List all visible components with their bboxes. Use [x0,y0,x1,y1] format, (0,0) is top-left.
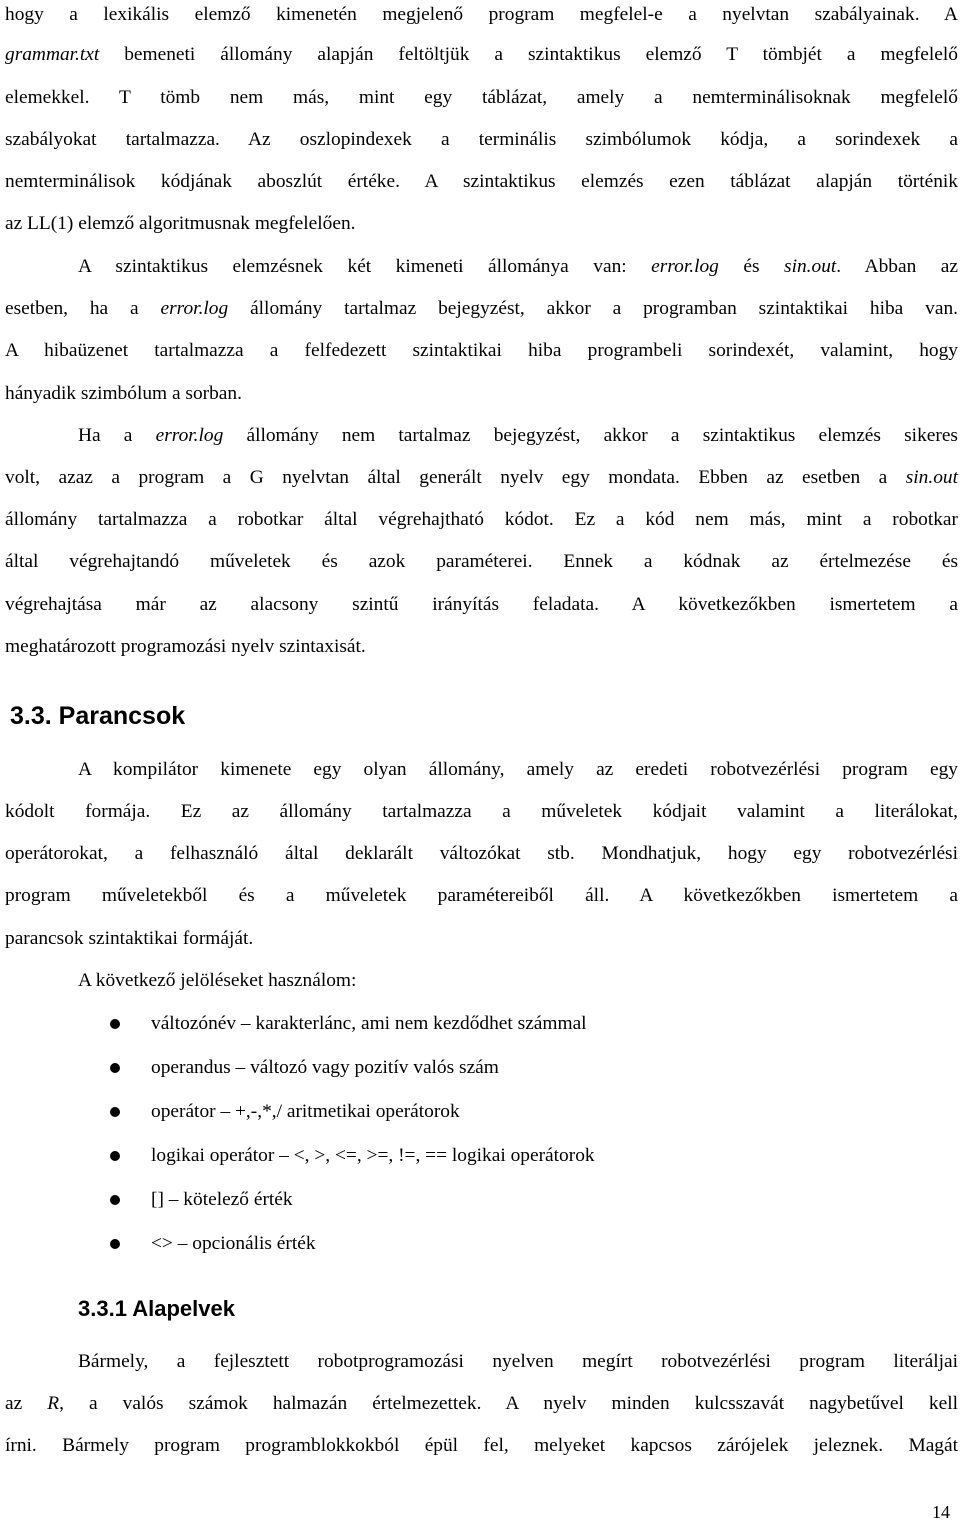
paragraph-line: kódolt formája. Ez az állomány tartalmazza a műveletek kódjait valamint a literálokat, [5,801,958,822]
paragraph-line: által végrehajtandó műveletek és azok paraméterei. Ennek a kódnak az értelmezése és [5,551,958,572]
bullet-icon [110,1107,120,1117]
paragraph-line: parancsok szintaktikai formáját. [5,928,254,949]
filename: grammar.txt [5,44,100,65]
paragraph-line: állomány tartalmazza a robotkar által végrehajtható kódot. Ez a kód nem más, mint a robotkar [5,509,958,530]
paragraph-line: program műveletekből és a műveletek paramétereiből áll. A következőkben ismertetem a [5,885,958,906]
paragraph-line: A következő jelöléseket használom: [78,970,357,991]
paragraph-line: nemterminálisok kódjának aboszlút értéke. A szintaktikus elemzés ezen táblázat alapján történik [5,171,958,192]
filename: sin.out [905,467,958,488]
paragraph-line: A szintaktikus elemzésnek két kimeneti állománya van: error.log és sin.out. Abban az [78,256,958,277]
math-symbol: R [47,1393,60,1414]
filename: sin.out [784,256,837,277]
paragraph-line: Ha a error.log állomány nem tartalmaz bejegyzést, akkor a szintaktikus elemzés sikeres [78,425,958,446]
paragraph-line: volt, azaz a program a G nyelvtan által generált nyelv egy mondata. Ebben az esetben a sin.out [5,467,958,488]
page-number: 14 [932,1502,950,1522]
bullet-icon [110,1019,120,1029]
filename: error.log [651,256,719,277]
filename: error.log [155,425,224,446]
bullet-icon [110,1151,120,1161]
filename: error.log [160,298,229,319]
paragraph-line: végrehajtása már az alacsony szintű irányítás feladata. A következőkben ismertetem a [5,594,958,615]
paragraph-line: grammar.txt bemeneti állomány alapján feltöltjük a szintaktikus elemző T tömbjét a megfelelő [5,44,958,65]
paragraph-line: hányadik szimbólum a sorban. [5,383,242,404]
paragraph-line: A kompilátor kimenete egy olyan állomány, amely az eredeti robotvezérlési program egy [78,759,958,780]
paragraph-line: elemekkel. T tömb nem más, mint egy táblázat, amely a nemterminálisoknak megfelelő [5,87,958,108]
document-page: hogy a lexikális elemző kimenetén megjelenő program megfelel-e a nyelvtan szabályainak. A grammar.txt bemeneti állomány alapján feltöltjük a szintaktikus elemző T tömbjét a megfelelő elemekkel. T tömb nem más, mint egy táblázat, amely a nemterminálisoknak megfelelő szabályokat tartalmazza. Az oszlopindexek a terminális szimbólumok kódja, a sorindexek a nemterminálisok kódjának aboszlút értéke. A szintaktikus elemzés ezen táblázat alapján történik az LL(1) elemző algoritmusnak megfelelően. A szintaktikus elemzésnek két kimeneti állománya van: error.log és sin.out. Abban az esetben, ha a error.log állomány tartalmaz bejegyzést, akkor a programban szintaktikai hiba van. A hibaüzenet tartalmazza a felfedezett szintaktikai hiba programbeli sorindexét, valamint, hogy hányadik szimbólum a sorban. Ha a error.log állomány nem tartalmaz bejegyzést, akkor a szintaktikus elemzés sikeres volt, azaz a program a G nyelvtan által generált nyelv egy mondata. Ebben az esetben a sin.out állomány tartalmazza a robotkar által végrehajtható kódot. Ez a kód nem más, mint a robotkar által végrehajtandó műveletek és azok paraméterei. Ennek a kódnak az értelmezése és végrehajtása már az alacsony szintű irányítás feladata. A következőkben ismertetem a meghatározott programozási nyelv szintaxisát. 3.3. Parancsok A kompilátor kimenete egy olyan állomány, amely az eredeti robotvezérlési program egy kódolt formája. Ez az állomány tartalmazza a műveletek kódjait valamint a literálokat, operátorokat, a felhasználó által deklarált változókat stb. Mondhatjuk, hogy egy robotvezérlési program műveletekből és a műveletek paramétereiből áll. A következőkben ismertetem a parancsok szintaktikai formáját. A következő jelöléseket használom: változónév – karakterlánc, ami nem kezdődhet számmal operandus – változó vagy pozitív valós szám operátor – +,-,*,/ aritmetikai operátorok logikai operátor – <, >, <=, >=, !=, == logikai operátorok [] – kötelező érték <> – opcionális érték 3.3.1 Alapelvek Bármely, a fejlesztett robotprogramozási nyelven megírt robotvezérlési program literáljai az R, a valós számok halmazán értelmezettek. A nyelv minden kulcsszavát nagybetűvel kell írni. Bármely program programblokkokból épül fel, melyeket kapcsos zárójelek jeleznek. Magát 14 [5,4,958,1522]
paragraph-line: írni. Bármely program programblokkokból épül fel, melyeket kapcsos zárójelek jeleznek. Magát [5,1435,958,1456]
paragraph-line: operátorokat, a felhasználó által deklarált változókat stb. Mondhatjuk, hogy egy robotvezérlési [5,843,958,864]
paragraph-line: hogy a lexikális elemző kimenetén megjelenő program megfelel-e a nyelvtan szabályainak. A [5,4,958,25]
subsection-heading: 3.3.1 Alapelvek [78,1296,235,1321]
bullet-icon [110,1063,120,1073]
paragraph-line: az LL(1) elemző algoritmusnak megfelelően. [5,213,356,234]
paragraph-line: A hibaüzenet tartalmazza a felfedezett szintaktikai hiba programbeli sorindexét, valamint, hogy [5,340,958,361]
paragraph-line: az R, a valós számok halmazán értelmezettek. A nyelv minden kulcsszavát nagybetűvel kell [5,1393,958,1414]
paragraph-line: szabályokat tartalmazza. Az oszlopindexek a terminális szimbólumok kódja, a sorindexek a [5,129,958,150]
bullet-icon [110,1239,120,1249]
paragraph-line: esetben, ha a error.log állomány tartalmaz bejegyzést, akkor a programban szintaktikai hiba van. [5,298,958,319]
bullet-icon [110,1195,120,1205]
paragraph-line: meghatározott programozási nyelv szintaxisát. [5,636,366,657]
paragraph-line: Bármely, a fejlesztett robotprogramozási nyelven megírt robotvezérlési program literáljai [78,1351,958,1372]
section-heading: 3.3. Parancsok [10,702,186,730]
